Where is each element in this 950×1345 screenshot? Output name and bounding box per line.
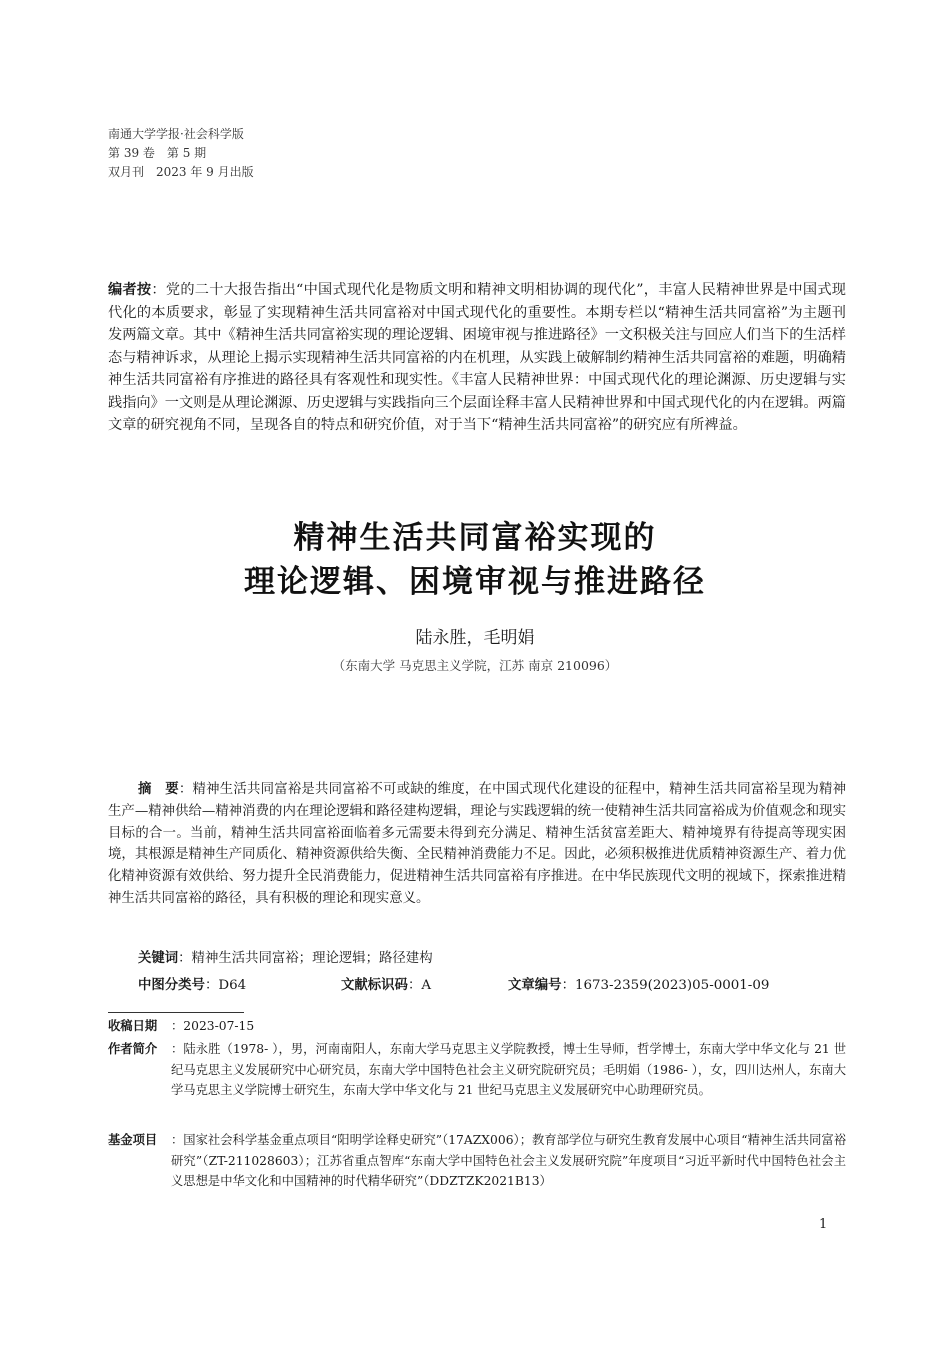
authors: 陆永胜，毛明娟 [415,628,535,648]
page-number: 1 [819,1217,828,1232]
doc-code-value: ：A [407,978,432,993]
bio-label: 作者简介 [108,1042,158,1056]
abstract [108,779,846,910]
editor-note [108,279,846,437]
editor-note-label: 编者按 [108,282,152,298]
clc-label: 中图分类号 [138,978,205,993]
article-no-value: ：1673-2359(2023)05-0001-09 [561,978,770,993]
article-number [508,976,769,996]
journal-name: 南通大学学报·社会科学版 [108,127,244,141]
abstract-label: 摘 要 [138,782,179,797]
abstract-text: ：精神生活共同富裕是共同富裕不可或缺的维度，在中国式现代化建设的征程中，精神生活共同富裕呈现为精神生产—精神供给—精神消费的内在理论逻辑和路径建构逻辑，理论与实践逻辑的统一使精神生活共同富裕成为价值观念和现实目标的合一。当前，精神生活共同富裕面临着多元需要未得到充分满足、精神生活贫富差距大、精神境界有待提高等现实困境，其根源是精神生产同质化、精神资源供给失衡、全民精神消费能力不足。因此，必须积极推进优质精神资源生产、着力优化精神资源有效供给、努力提升全民消费能力，促进精神生活共同富裕有序推进。在中华民族现代文明的视域下，探索推进精神生活共同富裕的路径，具有积极的理论和现实意义。 [108,782,846,906]
footnote-fund [108,1130,846,1192]
title-line-1: 精神生活共同富裕实现的 [293,520,657,556]
footnote-author-bio [108,1039,846,1101]
bio-value: ：陆永胜（1978- ），男，河南南阳人，东南大学马克思主义学院教授，博士生导师，哲学博士，东南大学中华文化与 21 世纪马克思主义发展研究中心研究员，东南大学中国特色社会主义研究院研究员；毛明娟（1986- ），女，四川达州人，东南大学马克思主义学院博士研究生，东南大学中华文化与 21 世纪马克思主义发展研究中心助理研究员。 [171,1042,846,1097]
frequency-date: 双月刊 2023 年 9 月出版 [108,165,254,179]
clc-number [138,976,246,996]
affiliation: （东南大学 马克思主义学院，江苏 南京 210096） [332,658,618,673]
fund-label: 基金项目 [108,1133,158,1147]
footnote-divider [108,1012,244,1013]
keywords-text: ：精神生活共同富裕；理论逻辑；路径建构 [178,951,433,966]
document-code [341,976,431,996]
doc-code-label: 文献标识码 [341,978,408,993]
footnote-received [108,1016,846,1037]
keywords-label: 关键词 [138,951,179,966]
journal-header [108,125,254,182]
received-label: 收稿日期 [108,1019,158,1033]
clc-value: ：D64 [204,978,247,993]
article-no-label: 文章编号 [508,978,562,993]
keywords [138,949,433,969]
article-title [0,516,950,604]
editor-note-text: ：党的二十大报告指出“中国式现代化是物质文明和精神文明相协调的现代化”，丰富人民精神世界是中国式现代化的本质要求，彰显了实现精神生活共同富裕对中国式现代化的重要性。本期专栏以“精神生活共同富裕”为主题刊发两篇文章。其中《精神生活共同富裕实现的理论逻辑、困境审视与推进路径》一文积极关注与回应人们当下的生活样态与精神诉求，从理论上揭示实现精神生活共同富裕的内在机理，从实践上破解制约精神生活共同富裕的难题，明确精神生活共同富裕有序推进的路径具有客观性和现实性。《丰富人民精神世界：中国式现代化的理论渊源、历史逻辑与实践指向》一文则是从理论渊源、历史逻辑与实践指向三个层面诠释丰富人民精神世界和中国式现代化的内在逻辑。两篇文章的研究视角不同，呈现各自的特点和研究价值，对于当下“精神生活共同富裕”的研究应有所裨益。 [108,282,846,433]
volume-issue: 第 39 卷 第 5 期 [108,146,207,160]
title-line-2: 理论逻辑、困境审视与推进路径 [244,564,706,600]
received-value: ：2023-07-15 [171,1019,255,1033]
fund-value: ：国家社会科学基金重点项目“阳明学诠释史研究”（17AZX006）；教育部学位与研究生教育发展中心项目“精神生活共同富裕研究”（ZT-211028603）；江苏省重点智库“东南大学中国特色社会主义发展研究院”年度项目“习近平新时代中国特色社会主义思想是中华文化和中国精神的时代精华研究”（DDZTZK2021B13） [171,1133,846,1188]
